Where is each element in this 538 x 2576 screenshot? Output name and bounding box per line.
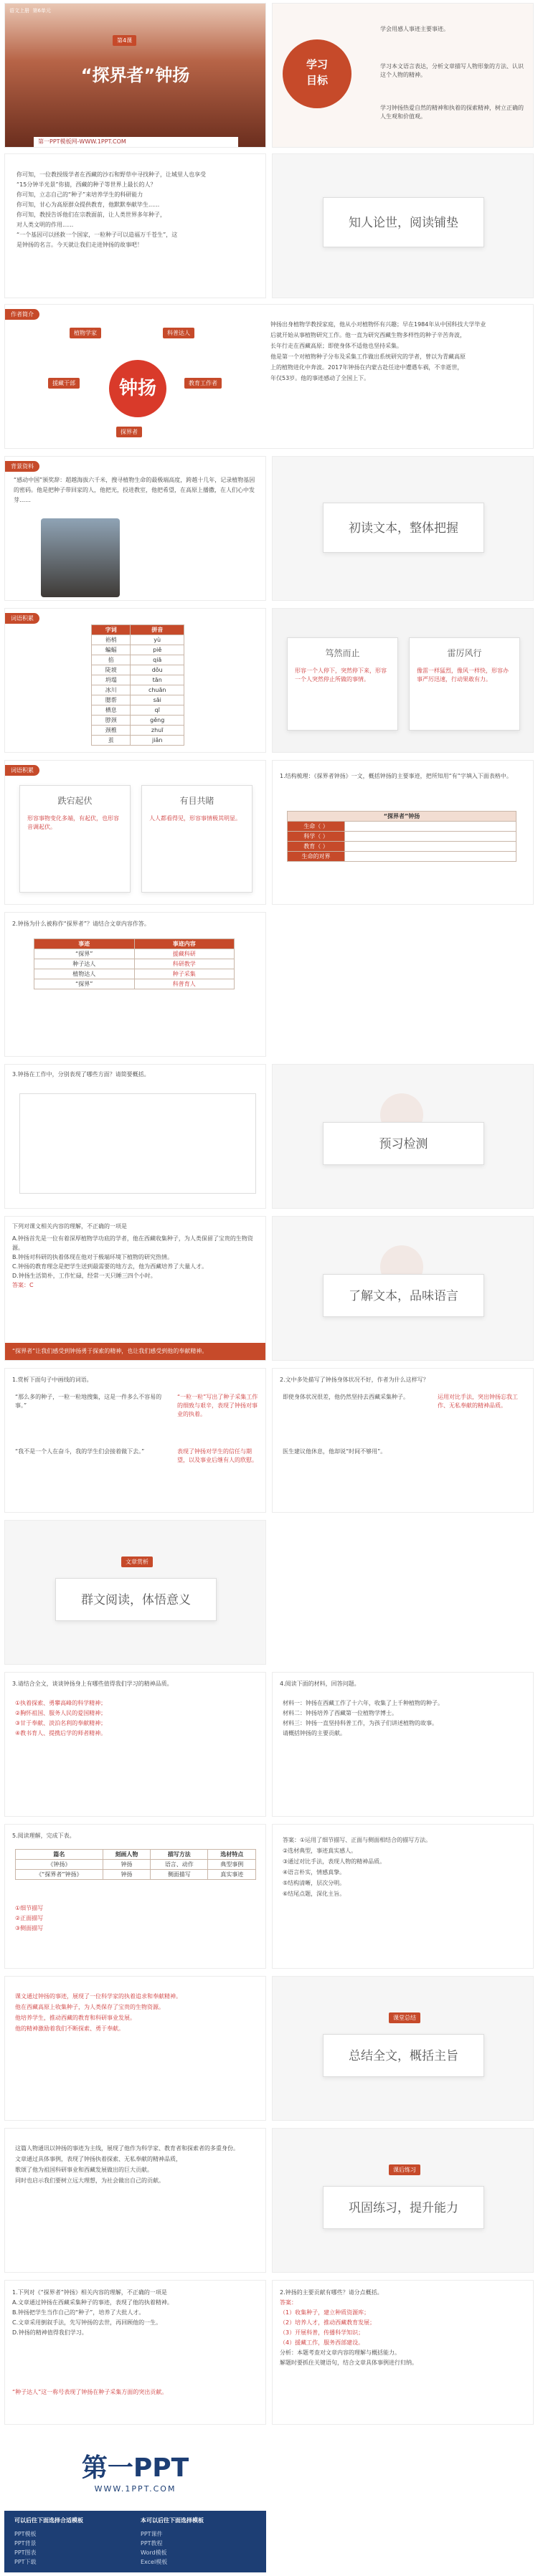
passage-2: “我不是一个人在奋斗，我的学生们会接着做下去。” xyxy=(15,1448,145,1455)
footer-col1-links[interactable]: PPT模板 PPT背景 PPT图表 PPT下载 xyxy=(14,2531,37,2565)
burst-node-5: 探界者 xyxy=(116,427,142,437)
footer-col1-title: 可以后往下面选择合适模板 xyxy=(14,2517,83,2524)
passage-1: 即使身体状况很差，他仍然坚持去西藏采集种子。 xyxy=(283,1394,409,1400)
table-row: 植物达人 种子采集 xyxy=(34,969,235,979)
background-text: “感动中国”颁奖辞：超越海拔六千米，搜寻植物生命的最极端高度，跨越十几年，记录植物基因的密码。他是把种子带回家的人，他把光，投进教室，他把希望，在高原上播撒，在人们心中发芽…… xyxy=(14,477,255,503)
answer-1: “一粒一粒”写出了种子采集工作的细致与艰辛，表现了钟扬对事业的执着。 xyxy=(177,1394,258,1417)
slide-vocab xyxy=(4,608,266,753)
slide-sentence-1 xyxy=(4,1368,266,1513)
footer-logo-area xyxy=(4,2432,266,2511)
section-tag: 背景资料 xyxy=(5,461,39,472)
slide-diagram xyxy=(4,1064,266,1209)
burst-diagram xyxy=(48,320,227,442)
options: A.钟扬首先是一位有着深厚植物学功底的学者，他在西藏收集种子，为人类保留了宝贵的生物资源。 B.钟扬对科研的执着体现在他对于极端环境下植物的研究热情。 C.钟扬的教育理念是把学生送到最需要的地方去，他为西藏培养了大量人才。 D.钟扬生活简朴，工作忙碌，经常一天只睡三四个小时。 答案：C xyxy=(12,1235,253,1288)
section-card: 总结全文，概括主旨 xyxy=(323,2034,484,2077)
table-row: 教育（ ） xyxy=(288,842,516,852)
table-row: 种子达人 科研教学 xyxy=(34,959,235,969)
slide-table-2 xyxy=(4,912,266,1057)
idiom-title: 雷厉风行 xyxy=(447,648,482,658)
table-row: “探界” 科普育人 xyxy=(34,979,235,989)
slide-group-reading xyxy=(4,1672,266,1817)
table-row: 事迹 事迹内容 xyxy=(34,939,235,949)
slide-summary-text xyxy=(4,1976,266,2121)
table-row: 腮帮 sāi xyxy=(92,695,184,705)
summary-list: 课文通过钟扬的事迹，展现了一位科学家的执着追求和奉献精神。 他在西藏高原上收集种子，为人类保存了宝贵的生物资源。 他培养学生，推动西藏的教育和科研事业发展。 他的精神激励着我们不断探索、勇于奉献。 xyxy=(15,1993,181,2032)
comparison-table xyxy=(15,1849,256,1880)
goal-1: 学会用感人事迹主要事迹。 xyxy=(380,26,449,32)
lesson-tag: 第4课 xyxy=(113,35,136,46)
question-text: 2.文中多处描写了钟扬身体状况不好，作者为什么这样写？ xyxy=(280,1377,429,1383)
answer-list: 答案：①运用了细节描写、正面与侧面相结合的描写方法。 ②选材典型，事迹真实感人。 ③通过对比手法，表现人物的精神品质。 ④语言朴实，情感真挚。 ⑤结构清晰，层次分明。 ⑥结尾点题，深化主旨。 xyxy=(283,1837,432,1897)
passage-1: “那么多的种子，一粒一粒地搜集，这是一件多么不容易的事。” xyxy=(15,1394,162,1409)
idiom-title: 笃然而止 xyxy=(325,648,360,658)
passage-2: 医生建议他休息，他却说“时间不够用”。 xyxy=(283,1448,387,1455)
slide-section-3 xyxy=(272,1064,534,1209)
slide-section-4 xyxy=(272,1216,534,1361)
section-badge: 课后练习 xyxy=(389,2164,420,2175)
section-tag: 词语积累 xyxy=(5,613,39,624)
section-tag: 作者简介 xyxy=(5,309,39,320)
table-row: 《“探界者”钟扬》 钟扬 侧面描写 真实事迹 xyxy=(16,1870,256,1880)
table-row: 颈椎 zhuī xyxy=(92,726,184,736)
section-card: 了解文本，品味语言 xyxy=(323,1274,484,1317)
idiom-definition: 形容一个人停下，突然停下来，形容一个人突然停止所做的事情。 xyxy=(295,667,387,683)
goal-2: 学习本文语言表达，分析文章描写人物形象的方法、认识这个人物的精神。 xyxy=(380,63,524,78)
goal-badge xyxy=(283,39,351,108)
table-row: 茧 jiǎn xyxy=(92,736,184,746)
slide-section-5 xyxy=(4,1520,266,1665)
burst-node-1: 植物学家 xyxy=(70,328,101,338)
idiom-definition: 形容事物变化多端，有起伏，也形容音调起伏。 xyxy=(27,815,119,830)
goal-badge-text-2: 目标 xyxy=(306,74,328,87)
table-row: 字词 拼音 xyxy=(92,625,184,635)
idiom-card-3 xyxy=(19,785,131,893)
section-card: 预习检测 xyxy=(323,1122,484,1165)
section-tag: 词语积累 xyxy=(5,765,39,776)
table-row: 篇名 刻画人物 描写方法 选材特点 xyxy=(16,1850,256,1860)
footer-url: WWW.1PPT.COM xyxy=(94,2484,176,2494)
section-card: 初读文本，整体把握 xyxy=(323,503,484,553)
idiom-card-1 xyxy=(287,637,398,731)
question-text: 3.请结合全文，谈谈钟扬身上有哪些值得我们学习的精神品质。 xyxy=(12,1681,173,1687)
summary-paragraph: 这篇人物通讯以钟扬的事迹为主线，展现了他作为科学家、教育者和探索者的多重身份。 文章通过具体事例，表现了钟扬执着探索、无私奉献的精神品质， 歌颂了他为祖国科研事业和西藏发展做出的巨大贡献。 同时也启示我们要树立远大理想，为社会做出自己的贡献。 xyxy=(15,2145,239,2184)
burst-node-4: 教育工作者 xyxy=(184,378,222,389)
section-card: 知人论世，阅读铺垫 xyxy=(323,197,484,247)
table-row: “探界” 援藏科研 xyxy=(34,949,235,959)
intro-text: 你可知，一位教授级学者在西藏的沙石和野草中寻找种子，让城里人也享受 “15分钟半光景”你猜，西藏的种子等世界上最长的人？ 你可知，立志自己的“种子”来培养学生的科研能力 你可知，甘心为高原群众提供教育，他默默奉献毕生...... 你可知，教授告诉他们在宗教面前，让人类世界多年种子， 对人类文明的作用...... “一个基因可以拯救一个国家，一粒种子可以造福万千苍生”，这 是钟扬的名言。今天就让我们走进钟扬的故事吧！ xyxy=(16,171,206,248)
slide-author xyxy=(4,304,534,449)
mind-map xyxy=(19,1093,256,1194)
exercise-list: 1.下列对《“探界者”钟扬》相关内容的理解，不正确的一项是 A.文章通过钟扬在西藏采集种子的事迹，表现了他的执着精神。 B.钟扬把学生当作自己的“种子”，培养了大批人才。 C.文章采用倒叙手法，先写钟扬的去世，再回顾他的一生。 D.钟扬的精神值得我们学习。 xyxy=(12,2289,173,2336)
slide-section-6 xyxy=(272,1976,534,2121)
slide-exercise-2 xyxy=(272,2280,534,2425)
slide-quiz xyxy=(4,1216,266,1361)
idiom-title: 跌宕起伏 xyxy=(57,796,93,806)
slide-section-7 xyxy=(272,2128,534,2273)
goal-3: 学习钟扬热爱自然的精神和执着的探索精神，树立正确的人生观和价值观。 xyxy=(380,105,524,120)
question-text: 1.赏析下面句子中画线的词语。 xyxy=(12,1377,93,1383)
answer-2: 表现了钟扬对学生的信任与期望，以及事业后继有人的欣慰。 xyxy=(177,1448,258,1463)
slide-idioms-1 xyxy=(272,608,534,753)
section-card: 群文阅读，体悟意义 xyxy=(55,1578,217,1621)
slide-answers xyxy=(272,1824,534,1969)
burst-center: 钟扬 xyxy=(109,360,166,417)
slide-summary xyxy=(4,2128,266,2273)
page-title: “探界者”钟扬 xyxy=(80,65,190,85)
table-row: 脖颈 gěng xyxy=(92,716,184,726)
slide-exercise-1 xyxy=(4,2280,266,2425)
slide-section-1 xyxy=(272,153,534,298)
slide-structure xyxy=(272,760,534,905)
slide-comparison xyxy=(4,1824,266,1969)
table-row: 裕梢 yù xyxy=(92,635,184,645)
table-row: 陡坡 dǒu xyxy=(92,665,184,675)
answer-list: ①执着探索、勇攀高峰的科学精神； ②胸怀祖国、服务人民的爱国精神； ③甘于奉献、淡泊名利的奉献精神； ④教书育人、提携后学的师者精神。 xyxy=(15,1700,107,1736)
portrait-photo xyxy=(41,518,120,597)
slide-goals xyxy=(272,3,534,148)
footer-banner xyxy=(4,2432,266,2572)
table-row: “探界者”钟扬 xyxy=(288,812,516,822)
slide-intro xyxy=(4,153,266,298)
table-row: 生命（ ） xyxy=(288,822,516,832)
slide-idioms-2 xyxy=(4,760,266,905)
question-text: 2.钟扬为什么被称作“探界者”？请结合文章内容作答。 xyxy=(12,921,150,927)
table-row: 生命的对界 xyxy=(288,852,516,862)
slide-section-2 xyxy=(272,456,534,601)
table-row: 科学（ ） xyxy=(288,832,516,842)
deeds-table xyxy=(34,938,235,989)
slide-sentence-2 xyxy=(272,1368,534,1513)
table-row: 栖息 qī xyxy=(92,705,184,716)
vocab-table xyxy=(91,624,184,746)
goal-badge-text-1: 学习 xyxy=(306,58,328,71)
answer-list: ①细节描写 ②正面描写 ③侧面描写 xyxy=(15,1905,44,1931)
question-text: 4.阅读下面的材料，回答问题。 xyxy=(280,1681,360,1687)
exercise-list: 2.钟扬的主要贡献有哪些？请分点概括。 答案： （1）收集种子，建立种质资源库； （2）培养人才，推动西藏教育发展； （3）开展科普，传播科学知识； （4）援藏工作，服务西部建设。 分析：本题考查对文章内容的理解与概括能力。 解题时要抓住关键语句，结合文章具体事例进行归纳。 xyxy=(280,2289,417,2366)
slide-background xyxy=(4,456,266,601)
footer-logo: 第一PPT xyxy=(81,2453,189,2483)
slide-material xyxy=(272,1672,534,1817)
section-card: 巩固练习，提升能力 xyxy=(323,2186,484,2229)
author-text: 钟扬出身植物学教授家庭，他从小对植物怀有兴趣；早在1984年从中国科技大学毕业 后就开始从事植物研究工作。他一直为研究西藏生物多样性的种子辛苦奔波， 长年行走在西藏高原；即使身体不适他也坚持采集。 他是第一个对植物种子分布及采集工作做出系统研究的学者，曾以为青藏高原 上的植物进化中奔波。2017年钟扬在内蒙古赴任途中遭遇车祸，不幸逝世， 年仅53岁。他的事迹感动了全国上下。 xyxy=(270,321,486,381)
structure-table xyxy=(287,811,516,862)
material-list: 材料一：钟扬在西藏工作了十六年，收集了上千种植物的种子。 材料二：钟扬培养了西藏第一位植物学博士。 材料三：钟扬一直坚持科普工作，为孩子们讲述植物的故事。 请概括钟扬的主要贡献。 xyxy=(283,1700,443,1736)
table-row: 掐 qiā xyxy=(92,655,184,665)
burst-node-2: 科普达人 xyxy=(163,328,194,338)
section-badge: 文章赏析 xyxy=(121,1556,153,1567)
answer: 运用对比手法，突出钟扬忘我工作、无私奉献的精神品质。 xyxy=(438,1394,518,1409)
table-row: 《钟扬》 钟扬 语言、动作 典型事例 xyxy=(16,1860,256,1870)
question-text: 3.钟扬在工作中，分别表现了哪些方面？请简要概括。 xyxy=(12,1071,150,1078)
question-text: 1.结构梳理：《探界者钟扬》一文，概括钟扬的主要事迹，把所知用“有”字填入下面表格中。 xyxy=(280,773,512,779)
slide-title xyxy=(4,3,266,148)
breadcrumb: 语文上册 第6单元 xyxy=(9,8,51,14)
burst-node-3: 援藏干部 xyxy=(48,378,80,389)
subtitle: 第一PPT模板网-WWW.1PPT.COM xyxy=(34,137,238,147)
idiom-definition: 人人都看得见，形容事情极其明显。 xyxy=(149,815,241,822)
note-bar: “探界者”让我们感受到钟扬勇于探索的精神，也让我们感受到他的奉献精神。 xyxy=(5,1343,266,1361)
idiom-title: 有目共睹 xyxy=(179,796,214,806)
exercise-answer: “种子达人”这一称号表现了钟扬在种子采集方面的突出贡献。 xyxy=(12,2389,168,2395)
table-row: 坍塌 tān xyxy=(92,675,184,685)
footer-col2-title: 本可以后往下面选择模板 xyxy=(141,2517,204,2524)
question-text: 下列对课文相关内容的理解，不正确的一项是 xyxy=(12,1223,127,1230)
idiom-definition: 像雷一样猛烈，像风一样快，形容办事严厉迅速，行动果敢有力。 xyxy=(417,667,509,683)
table-row: 蝙蝠 piě xyxy=(92,645,184,655)
table-row: 冰川 chuān xyxy=(92,685,184,695)
footer-col2-links[interactable]: PPT课件 PPT教程 Word模板 Excel模板 xyxy=(141,2531,168,2565)
question-text: 5.阅读理解，完成下表。 xyxy=(12,1833,75,1839)
section-badge: 课堂总结 xyxy=(389,2012,420,2023)
idiom-card-4 xyxy=(141,785,253,893)
idiom-card-2 xyxy=(409,637,520,731)
